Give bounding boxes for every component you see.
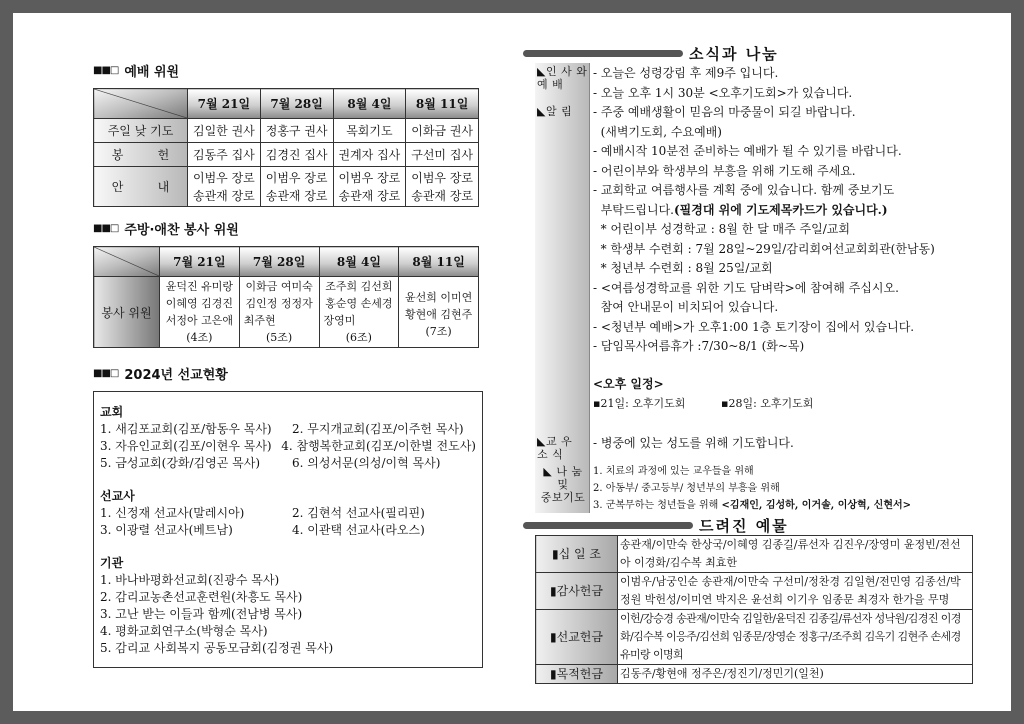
heading-bullets-icon: ■■□: [93, 368, 119, 379]
schedule-item: ▪21일: 오후기도회: [593, 397, 686, 410]
volunteer-line: 황현애 김현주: [404, 308, 473, 321]
date-header: 7월 28일: [239, 247, 319, 277]
news-section: [535, 433, 973, 463]
missionary-entry: 4. 이관택 선교사(라오스): [292, 523, 425, 537]
volunteer-cell: [239, 277, 319, 348]
news-line: - 교회학교 여름행사를 계획 중에 있습니다. 함께 중보기도: [593, 183, 895, 197]
news-line: * 학생부 수련회 : 7월 28일~29일/감리회여선교회회관(한남동): [593, 241, 935, 256]
news-line: - <청년부 예배>가 오후1:00 1층 토기장이 집에서 있습니다.: [593, 319, 915, 334]
missionary-entry: 3. 이광렬 선교사(베트남): [100, 523, 233, 537]
list-item: 2. 감리교농촌선교훈련원(차흥도 목사): [100, 590, 303, 604]
church-entry: 1. 새김포교회(김포/함동우 목사): [100, 422, 272, 436]
list-item: [100, 505, 476, 522]
offering-names: 이범우/남궁인순 송관재/이만숙 구선미/정찬경 김일현/전민영 김종선/박정원 박헌성/이미연 박지은 윤선희 이기우 임종문 최경자 한가을 무명: [618, 573, 973, 610]
row-label: 봉 헌: [94, 143, 188, 167]
date-header: 7월 21일: [188, 89, 261, 119]
volunteer-line: 이화금 여미숙: [245, 280, 313, 293]
offering-label: ▮목적헌금: [536, 665, 618, 684]
news-line: - 병중에 있는 성도를 위해 기도합니다.: [593, 436, 794, 450]
afternoon-title: <오후 일정>: [593, 376, 664, 391]
news-line: - 예배시작 10분전 준비하는 예배가 될 수 있기를 바랍니다.: [593, 144, 902, 158]
table-cell: 이범우 장로 송관재 장로: [188, 167, 261, 207]
diagonal-corner: [94, 89, 188, 119]
volunteer-cell: [319, 277, 399, 348]
kitchen-table: [93, 246, 479, 348]
news-line: 1. 치료의 과정에 있는 교우들을 위해: [593, 466, 754, 477]
date-header: 7월 28일: [260, 89, 333, 119]
bold-note: (필경대 위에 기도제목카드가 있습니다.): [674, 202, 888, 217]
table-cell: 이범우 장로 송관재 장로: [406, 167, 479, 207]
missions-box: [93, 391, 483, 668]
churches-title: 교회: [100, 405, 124, 419]
table-cell: 김일한 권사: [188, 119, 261, 143]
offering-names: 송관재/이만숙 한상국/이혜영 김종길/류선자 김진우/장영미 윤정빈/전선아 이경화/김수복 최효한: [618, 536, 973, 573]
list-item: [100, 421, 476, 438]
offerings-heading: 드려진 예물: [523, 515, 973, 535]
offerings-table: [535, 535, 973, 684]
news-line: - 담임목사여름휴가 :7/30~8/1 (화~목): [593, 339, 805, 353]
volunteer-line: 홍순영 손세경: [325, 297, 393, 310]
offering-names: 이헌/강승경 송관재/이만숙 김일한/윤덕진 김종길/류선자 성낙원/김경진 이경화/김수복 이응주/김선희 임종문/장영순 정홍구/조주희 김옥기 김현주 손세경 유미랑 이명희: [618, 610, 973, 665]
group-label: (4조): [186, 331, 213, 344]
church-entry: 6. 의성서문(의성/이혁 목사): [292, 456, 441, 470]
missions-heading: ■■□ 2024년 선교현황: [93, 368, 228, 383]
date-header: 8월 11일: [399, 247, 479, 277]
offering-label: ▮십 일 조: [536, 536, 618, 573]
group-label: (5조): [266, 331, 293, 344]
news-text: 부탁드립니다.: [593, 202, 674, 217]
list-item: 3. 고난 받는 이들과 함께(전남병 목사): [100, 607, 303, 621]
schedule-item: ▪28일: 오후기도회: [721, 397, 814, 410]
section-label: ◣ 나 눔 및 중보기도: [540, 465, 586, 504]
volunteer-line: 최주현: [243, 314, 276, 327]
news-section: [535, 63, 973, 103]
offering-label: ▮선교헌금: [536, 610, 618, 665]
table-cell: 이화금 권사: [406, 119, 479, 143]
table-cell: 구선미 집사: [406, 143, 479, 167]
volunteer-line: 윤선희 이미연: [404, 291, 473, 304]
news-heading: 소식과 나눔: [523, 43, 973, 63]
worship-table: [93, 88, 479, 207]
volunteer-cell: [160, 277, 240, 348]
date-header: 8월 11일: [406, 89, 479, 119]
news-line: - <여름성경학교를 위한 기도 담벼락>에 참여해 주십시오.: [593, 280, 899, 295]
volunteer-line: 이혜영 김경진: [165, 297, 233, 310]
group-label: (6조): [345, 331, 372, 344]
list-item: [100, 455, 476, 472]
table-cell: 이범우 장로 송관재 장로: [333, 167, 406, 207]
heading-bar: [523, 522, 693, 529]
volunteer-line: 조주희 김선희: [325, 280, 393, 293]
orgs-title: 기관: [100, 556, 124, 570]
news-line: - 어린이부와 학생부의 부흥을 위해 기도해 주세요.: [593, 163, 856, 178]
row-label: 주일 낮 기도: [94, 119, 188, 143]
missionary-entry: 1. 신정재 선교사(말레시아): [100, 506, 245, 520]
table-cell: 김동주 집사: [188, 143, 261, 167]
diagonal-corner: [94, 247, 160, 277]
church-entry: 4. 참행복한교회(김포/이한별 전도사): [281, 439, 476, 453]
volunteer-line: 윤덕진 유미랑: [165, 280, 233, 293]
heading-bar: [523, 50, 683, 57]
list-item: 1. 바나바평화선교회(진광수 목사): [100, 573, 280, 587]
news-line: * 청년부 수련회 : 8월 25일/교회: [593, 261, 773, 275]
news-line: [593, 201, 973, 221]
offering-label: ▮감사헌금: [536, 573, 618, 610]
table-cell: 이범우 장로 송관재 장로: [260, 167, 333, 207]
afternoon-schedule: [593, 394, 973, 414]
list-item: [100, 438, 476, 455]
volunteer-line: 김인정 정정자: [245, 297, 313, 310]
news-line: - 주중 예배생활이 믿음의 마중물이 되길 바랍니다.: [593, 105, 856, 119]
church-entry: 2. 무지개교회(김포/이주헌 목사): [292, 422, 464, 436]
list-item: 5. 감리교 사회복지 공동모금회(김정권 목사): [100, 641, 334, 655]
section-label: ◣인 사 와 예 배: [537, 65, 588, 91]
date-header: 8월 4일: [319, 247, 399, 277]
news-line: [593, 497, 973, 514]
left-column: [79, 47, 493, 668]
date-header: 7월 21일: [160, 247, 240, 277]
kitchen-heading: ■■□ 주방·애찬 봉사 위원: [93, 223, 239, 238]
news-section: [535, 463, 973, 513]
news-line: * 어린이부 성경학교 : 8월 한 달 매주 주일/교회: [593, 222, 850, 236]
bold-names: <김재인, 김성하, 이거솔, 이상혁, 신현서>: [721, 500, 912, 511]
table-cell: 김경진 집사: [260, 143, 333, 167]
church-entry: 5. 금성교회(강화/김영곤 목사): [100, 456, 260, 470]
news-line: 2. 아동부/ 중고등부/ 청년부의 부흥을 위해: [593, 483, 780, 494]
right-column: [523, 43, 973, 684]
table-cell: 권계자 집사: [333, 143, 406, 167]
row-label: 안 내: [94, 167, 188, 207]
news-line: 참여 안내문이 비치되어 있습니다.: [593, 300, 779, 314]
news-line: - 오늘 오후 1시 30분 <오후기도회>가 있습니다.: [593, 86, 853, 100]
offering-names: 김동주/황현애 정주은/정진기/정민기(일천): [618, 665, 973, 684]
row-label: 봉사 위원: [94, 277, 160, 348]
section-label: ◣교 우 소 식: [537, 435, 573, 461]
section-label: ◣알 림: [537, 105, 573, 118]
heading-bullets-icon: ■■□: [93, 65, 119, 76]
news-text: 3. 군복무하는 청년들을 위해: [593, 500, 719, 511]
news-line: - 오늘은 성령강림 후 제9주 입니다.: [593, 66, 779, 80]
date-header: 8월 4일: [333, 89, 406, 119]
group-label: (7조): [425, 325, 452, 338]
worship-heading: ■■□ 예배 위원: [93, 65, 180, 80]
news-line: (새벽기도회, 수요예배): [593, 124, 722, 139]
missionaries-title: 선교사: [100, 489, 135, 503]
volunteer-line: 장영미: [323, 314, 356, 327]
news-block: [535, 63, 973, 513]
volunteer-cell: [399, 277, 479, 348]
volunteer-line: 서정아 고은애: [165, 314, 233, 327]
news-section: [535, 103, 973, 433]
church-entry: 3. 자유인교회(김포/이현우 목사): [100, 439, 272, 453]
list-item: [100, 522, 476, 539]
table-cell: 정홍구 권사: [260, 119, 333, 143]
heading-bullets-icon: ■■□: [93, 223, 119, 234]
table-cell: 목회기도: [333, 119, 406, 143]
list-item: 4. 평화교회연구소(박형순 목사): [100, 624, 268, 638]
missionary-entry: 2. 김현석 선교사(필리핀): [292, 506, 425, 520]
